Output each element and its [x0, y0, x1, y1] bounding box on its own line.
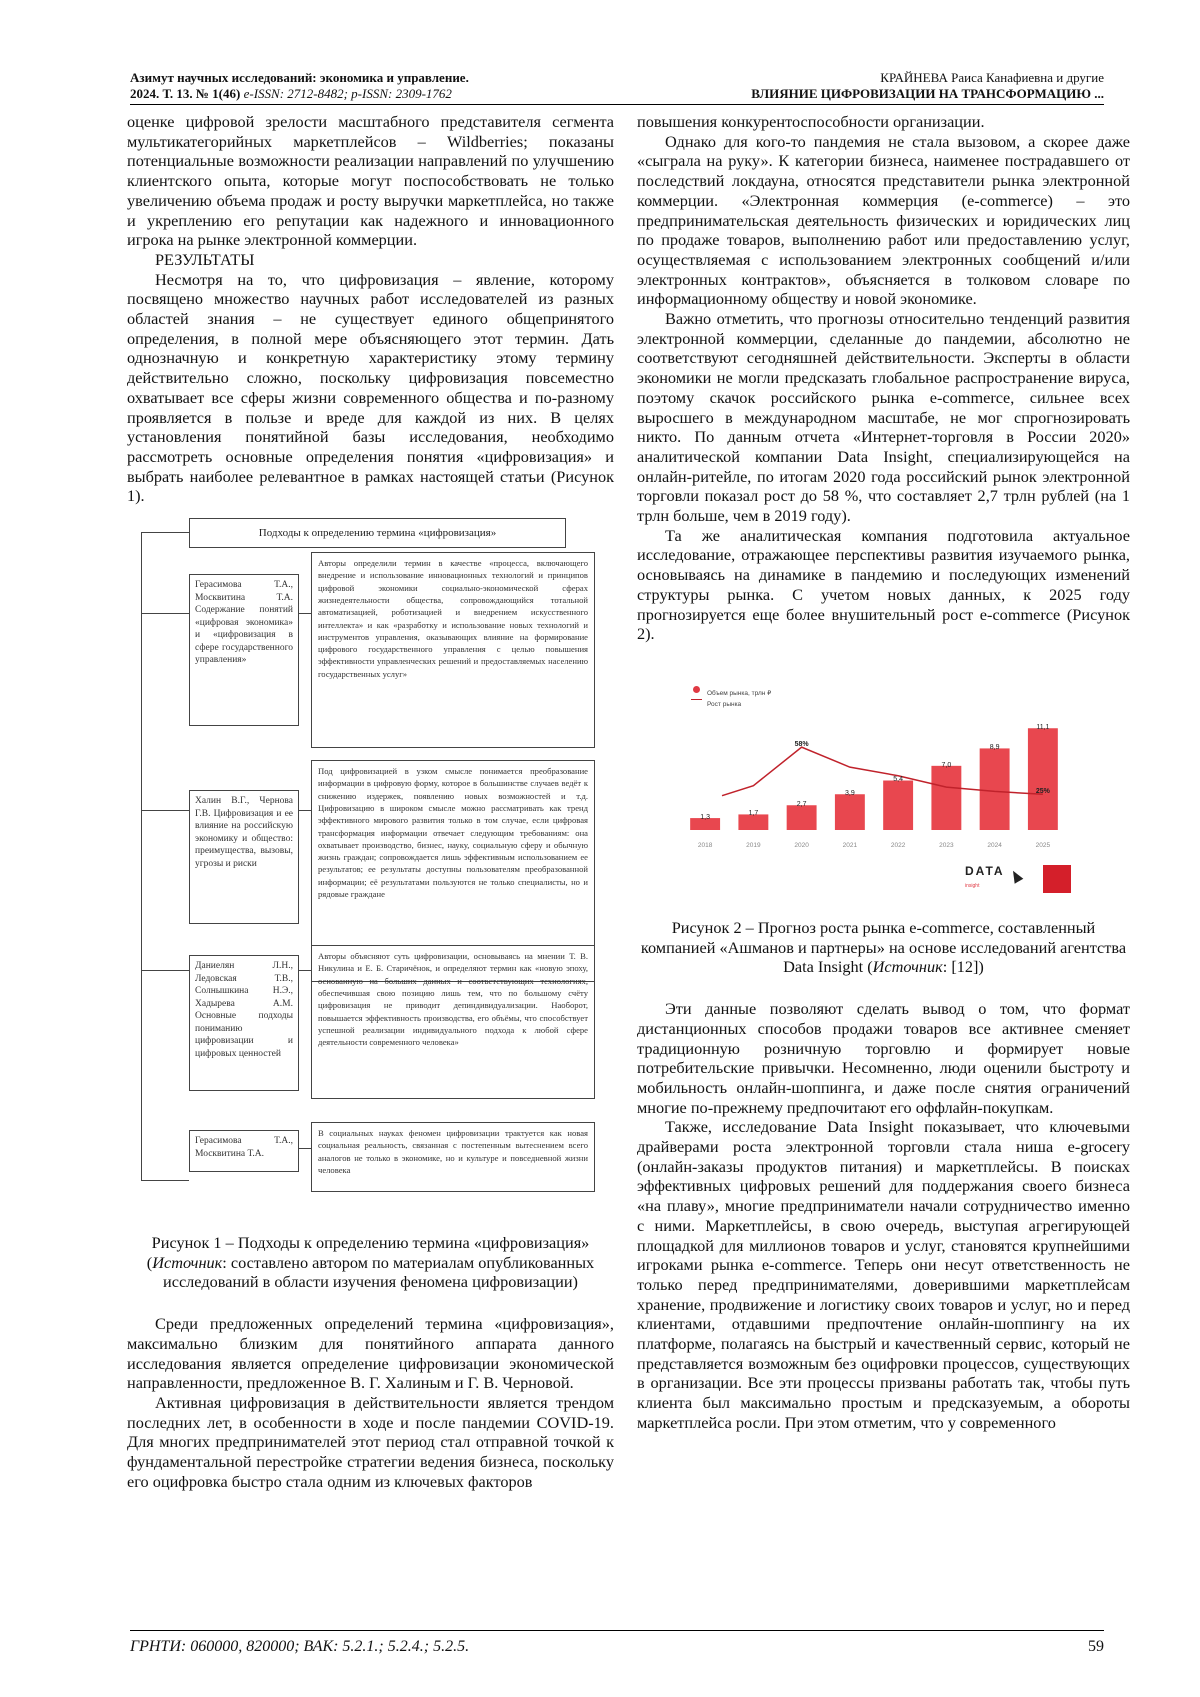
- article-authors: КРАЙНЕВА Раиса Канафиевна и другие: [880, 70, 1104, 85]
- growth-value-label: 58%: [794, 741, 809, 749]
- page-number: 59: [1088, 1638, 1104, 1655]
- bar-2025: [1028, 728, 1058, 830]
- figure-1-caption: [127, 1233, 614, 1292]
- paragraph: Эти данные позволяют сделать вывод о том, что формат дистанционных способов продажи товаров все активнее сменяет традиционную розничную торговлю и формирует новые потребительские привычки. Несомненно, люди оценили быстроту и мобильность онлайн-шоппинга, и даже после снятия ограничений многие по-прежнему предпочитают его оффлайн-покупкам.: [637, 999, 1130, 1117]
- paragraph: Среди предложенных определений термина «цифровизация», максимально близким для понятийного аппарата данного исследования является определение цифровизации экономической направленности, предложенное В. Г. Халиным и Г. В. Черновой.: [127, 1314, 614, 1393]
- logo-text: DATA: [965, 863, 1005, 878]
- diagram-connector: [299, 1148, 311, 1149]
- paragraph: Также, исследование Data Insight показывает, что ключевыми драйверами роста электронной торговли стала ниша e-grocery (онлайн-заказы продуктов питания) и маркетплейсы. В поисках эффективных цифровых решений для поддержания своего бизнеса «на плаву», многие предприниматели начали сотрудничество именно с ними. Маркетплейсы, в свою очередь, выступая агрегирующей площадкой для миллионов товаров и услуг, становятся крупнейшими игроками рынка e-commerce. Теперь они несут ответственность не только перед предпринимателями, доверившими маркетплейсам хранение, продвижение и логистику своих товаров и услуг, но и перед клиентами, отдавшими предпочтение онлайн-шоппингу на их платформе, полагаясь на быстрый и качественный сервис, который не представляется возможным без оцифровки процессов, существующих в организации. Все эти процессы призваны работать так, чтобы путь клиента был максимально простым и предсказуемым, а обороты маркетплейса росли. При этом отметим, что у современного: [637, 1117, 1130, 1432]
- x-tick-label: 2025: [1035, 841, 1051, 849]
- bar-value-label: 1,3: [700, 814, 710, 822]
- x-tick-label: 2022: [890, 841, 906, 849]
- paragraph: Несмотря на то, что цифровизация – явление, которому посвящено множество научных работ исследователей из разных областей знания – не существует единого общепринятого определения, в полной мере объясняющего этот термин. Дать однозначную и конкретную характеристику этому термину действительно сложно, поскольку цифровизация повсеместно охватывает все сферы жизни современного общества и по-разному проявляется в пользе и вреде для каждой из них. В целях установления понятийной базы исследования, необходимо рассмотреть основные определения понятия «цифровизация» и выбрать наиболее релевантное в рамках настоящей статьи (Рисунок 1).: [127, 269, 614, 506]
- legend-label: Объем рынка, трлн ₽: [707, 689, 772, 697]
- diagram-connector: [299, 613, 311, 614]
- diagram-connector: [141, 532, 189, 533]
- right-column: [637, 112, 1130, 1433]
- diagram-connector: [299, 970, 311, 971]
- caption-text: Рисунок 1 – Подходы к определению термина «цифровизация» (: [146, 1233, 590, 1272]
- paragraph: Важно отметить, что прогнозы относительно тенденций развития электронной коммерции, сделанные до пандемии, абсолютно не соответствуют сегодняшней действительности. Эксперты в области экономики не могли предсказать глобальное распространение вируса, поэтому скачок российского рынка e-commerce, сильнее всех выросшего в международном масштабе, не мог спрогнозировать никто. По данным отчета «Интернет-торговля в России 2020» аналитической компании Data Insight, специализирующейся на онлайн-ритейле, по итогам 2020 года российский рынок электронной торговли показал рост до 58 %, что составляет 2,7 трлн рублей (на 1 трлн больше, чем в 2019 году).: [637, 309, 1130, 526]
- approach-authors-box: Герасимова Т.А., Москвитина Т.А.: [189, 1130, 299, 1172]
- paragraph: Однако для кого-то пандемия не стала вызовом, а скорее даже «сыграла на руку». К категории бизнеса, наименее пострадавшего от последствий локдауна, относятся представители рынка электронной коммерции. «Электронная коммерция (e-commerce) – это предпринимательская деятельность физических и юридических лиц по продаже товаров, выполнению работ или предоставлению услуг, осуществляемая с использованием электронных сообщений и/или электронных контрактов», объясняется в толковом словаре по информационному обществу и новой экономике.: [637, 131, 1130, 309]
- diagram-connector: [141, 613, 189, 614]
- diagram-connector: [141, 1180, 189, 1181]
- approach-definition-box: В социальных науках феномен цифровизации трактуется как новая социальная реальность, связанная с постепенным вытеснением всего аналогов не только в экономике, но и культуре и повседневной жизни человека: [311, 1122, 595, 1192]
- footer-rule: [130, 1630, 1104, 1631]
- article-short-title: ВЛИЯНИЕ ЦИФРОВИЗАЦИИ НА ТРАНСФОРМАЦИЮ ...: [751, 86, 1104, 101]
- running-header-right: [751, 70, 1104, 102]
- approach-definition-box: Под цифровизацией в узком смысле понимается преобразование информации в цифровую форму, которое в большинстве случаев ведёт к снижению издержек, появлению новых возможностей и т.д. Цифровизацию в широком смысле можно рассматривать как тренд эффективного мирового развития только в том случае, если цифровая трансформация информации отвечает следующим требованиям: она охватывает производство, бизнес, науку, социальную сферу и обычную жизнь граждан; сопровождается лишь эффективным использованием ее результатов; ее результаты доступны пользователям преобразованной информации; её результатами пользуются не только специалисты, но и рядовые граждане: [311, 760, 595, 982]
- paragraph: повышения конкурентоспособности организации.: [637, 112, 985, 131]
- paragraph: Та же аналитическая компания подготовила актуальное исследование, отражающее перспективы развития изучаемого рынка, основываясь на динамике в пандемию и последующих изменений структуры рынка. С учетом новых данных, к 2025 году прогнозируется еще более внушительный рост e-commerce (Рисунок 2).: [637, 525, 1130, 644]
- diagram-connector: [141, 810, 189, 811]
- approach-definition-box: Авторы объясняют суть цифровизации, основываясь на мнении Т. В. Никулина и Е. Б. Старичёнок, и определяют термин как «новую эпоху, основанную на больших данных и соответствующих технологиях, обеспечившая свою позицию лишь тем, что по большому счёту цифровизация не приводит депиндивидуализации. Наоборот, повышается эффективность производства, его объёмы, что способствует успешной реализации индивидуального подхода к любой сфере деятельности современного человека»: [311, 945, 595, 1099]
- chart-svg: [667, 680, 1087, 900]
- approach-authors-box: Халин В.Г., Чернова Г.В. Цифровизация и ее влияние на российскую экономику и общество: преимущества, вызовы, угрозы и риски: [189, 790, 299, 924]
- diagram-connector: [141, 970, 189, 971]
- approach-definition-box: Авторы определили термин в качестве «процесса, включающего внедрение и использование инновационных технологий и принципов цифровой экономики социально-экономической сферах жизнедеятельности общества, сопровождающийся тотальной автоматизацией, роботизацией и внедрением искусственного интеллекта» и как «разработку и использование новых технологий и инструментов управления, оказывающих влияние на формирование цифрового государственного управления с целью повышения эффективности управленческих решений и предоставляемых населению государственных услуг»: [311, 552, 595, 748]
- growth-value-label: 25%: [1035, 788, 1050, 796]
- bar-value-label: 5,4: [893, 776, 903, 784]
- caption-source-label: Источник: [872, 957, 943, 977]
- bar-value-label: 2,7: [796, 801, 807, 809]
- figure-2-caption: [637, 918, 1130, 977]
- caption-text: : [12]): [942, 957, 984, 977]
- partner-logo-icon: [1043, 865, 1071, 893]
- x-tick-label: 2023: [939, 841, 954, 849]
- figure-1-title: Подходы к определению термина «цифровизация»: [189, 518, 566, 548]
- logo-subtext: insight: [965, 882, 980, 889]
- x-tick-label: 2024: [987, 841, 1002, 849]
- bar-value-label: 8,9: [989, 744, 1000, 752]
- section-heading: РЕЗУЛЬТАТЫ: [155, 249, 255, 269]
- journal-issue: 2024. Т. 13. № 1(46): [130, 86, 241, 101]
- diagram-connector: [141, 532, 142, 1180]
- paragraph: Активная цифровизация в действительности является трендом последних лет, в особенности в ходе и после пандемии COVID-19. Для многих предпринимателей этот период стал отправной точкой к фундаментальной перестройке стратегии ведения бизнеса, поскольку его оцифровка быстро стала одним из ключевых факторов: [127, 1392, 614, 1491]
- figure-1: [141, 518, 611, 1223]
- left-column: [127, 112, 614, 1492]
- data-insight-logo: [965, 865, 1005, 892]
- journal-issn: e-ISSN: 2712-8482; p-ISSN: 2309-1762: [243, 86, 452, 101]
- header-rule: [130, 104, 1104, 105]
- x-tick-label: 2020: [794, 841, 809, 849]
- approach-authors-box: Даниелян Л.Н., Ледовская Т.В., Солнышкина Н.Э., Хадырева А.М. Основные подходы пониманию цифровизации и цифровых ценностей: [189, 955, 299, 1091]
- footer-codes: ГРНТИ: 060000, 820000; ВАК: 5.2.1.; 5.2.4.; 5.2.5.: [130, 1638, 470, 1655]
- caption-text: : составлено автором по материалам опубликованных исследований в области изучения феномена цифровизации): [163, 1252, 595, 1292]
- figure-2-chart: [667, 680, 1087, 900]
- bar-value-label: 1,7: [748, 810, 759, 818]
- x-tick-label: 2018: [697, 841, 713, 849]
- bar-value-label: 3,9: [845, 790, 855, 798]
- diagram-connector: [299, 810, 311, 811]
- bar-2024: [980, 748, 1010, 830]
- bar-value-label: 7,0: [941, 761, 952, 769]
- bar-value-label: 11,1: [1036, 724, 1050, 732]
- x-tick-label: 2021: [842, 841, 858, 849]
- x-tick-label: 2019: [746, 841, 761, 849]
- caption-source-label: Источник: [152, 1252, 223, 1272]
- running-header-left: [130, 70, 469, 102]
- journal-name: Азимут научных исследований: экономика и управление.: [130, 70, 469, 85]
- caption-text: Рисунок 2 – Прогноз роста рынка e-commerce, составленный компанией «Ашманов и партнеры» на основе исследований агентства Data Insight (: [640, 917, 1127, 977]
- legend-label: Рост рынка: [707, 700, 742, 708]
- approach-authors-box: Герасимова Т.А., Москвитина Т.А. Содержание понятий «цифровая экономика» и «цифровизация в сфере государственного управления»: [189, 574, 299, 726]
- paragraph: оценке цифровой зрелости масштабного представителя сегмента мультикатегорийных маркетплейсов – Wildberries; показаны потенциальные возможности реализации направлений по улучшению клиентского опыта, которые могут поспособствовать не только увеличению объема продаж и росту выручки маркетплейса, но также и укреплению его репутации как надежного и инновационного игрока на рынке электронной коммерции.: [127, 112, 614, 250]
